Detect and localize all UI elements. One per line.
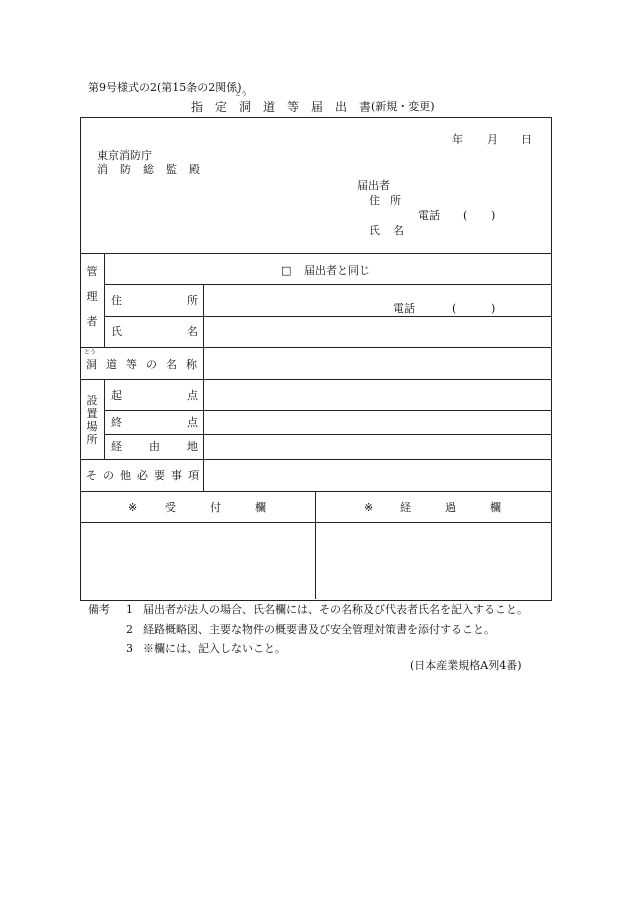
other-items-label: 事 — [171, 469, 182, 482]
title-char: 道 — [263, 100, 276, 114]
manager-address-label: 所 — [187, 294, 198, 307]
progress-header: 欄 — [490, 501, 501, 514]
addressee-title: 監 — [166, 163, 177, 176]
grid-line — [104, 284, 551, 285]
addressee-title: 総 — [143, 163, 154, 176]
form-number: 第9号様式の2(第15条の2関係) — [88, 81, 242, 94]
tunnel-name-label: 称 — [186, 358, 197, 371]
end-point-label: 点 — [187, 416, 198, 429]
notes-label: 備考 — [88, 603, 110, 616]
addressee-org: 東京消防庁 — [97, 149, 152, 162]
grid-line — [80, 459, 551, 460]
grid-line — [104, 410, 551, 411]
via-point-label: 経 — [111, 440, 122, 453]
tunnel-name-ruby: とう — [84, 349, 97, 356]
tunnel-name-label: の — [146, 358, 157, 371]
title-char: 洞 — [239, 100, 252, 114]
grid-line — [315, 491, 316, 599]
manager-phone-label: 電話 — [393, 302, 415, 315]
grid-line — [104, 434, 551, 435]
applicant-address-label: 所 — [390, 194, 401, 207]
applicant-phone-label: 電話 — [418, 209, 440, 222]
title-char: 定 — [215, 100, 228, 114]
grid-line — [104, 379, 105, 459]
title-ruby: とう — [235, 91, 248, 98]
note-number: 1 — [126, 603, 133, 616]
other-items-label: 必 — [137, 469, 148, 482]
progress-header: 経 — [400, 501, 411, 514]
manager-side-label: 管 理 者 — [86, 265, 98, 328]
via-point-label: 由 — [149, 440, 160, 453]
applicant-label: 届出者 — [357, 179, 390, 192]
manager-name-label: 氏 — [111, 325, 122, 338]
note-text: 経路概略図、主要な物件の概要書及び安全管理対策書を添付すること。 — [143, 623, 495, 636]
reception-header: ※ — [128, 501, 138, 514]
progress-header: ※ — [364, 501, 374, 514]
other-items-label: の — [103, 469, 114, 482]
applicant-paren-close: ) — [491, 209, 496, 222]
grid-line — [104, 253, 105, 347]
tunnel-name-label: 道 — [106, 358, 117, 371]
grid-line — [203, 347, 204, 491]
date-day: 日 — [521, 133, 532, 146]
grid-line — [80, 379, 551, 380]
applicant-paren-open: ( — [463, 209, 468, 222]
tunnel-name-label: 名 — [166, 358, 177, 371]
addressee-title: 消 — [97, 163, 108, 176]
same-as-applicant-checkbox[interactable]: □ — [281, 264, 292, 277]
via-point-label: 地 — [187, 440, 198, 453]
title-char: 指 — [191, 100, 204, 114]
grid-line — [80, 347, 551, 348]
title-char: 等 — [287, 100, 300, 114]
reception-header: 受 — [165, 501, 176, 514]
other-items-label: 他 — [120, 469, 131, 482]
paper-size-note: (日本産業規格A列4番) — [410, 659, 522, 672]
applicant-address-label: 住 — [369, 194, 380, 207]
other-items-label: 項 — [188, 469, 199, 482]
end-point-label: 終 — [111, 416, 122, 429]
date-year: 年 — [452, 133, 463, 146]
note-number: 2 — [126, 623, 133, 636]
progress-header: 過 — [445, 501, 456, 514]
grid-line — [203, 284, 204, 347]
same-as-applicant-text: 届出者と同じ — [304, 264, 370, 277]
note-text: 届出者が法人の場合、氏名欄には、その名称及び代表者氏名を記入すること。 — [143, 603, 528, 616]
tunnel-name-label: 洞 — [86, 358, 97, 371]
manager-address-label: 住 — [111, 294, 122, 307]
reception-header: 付 — [210, 501, 221, 514]
applicant-name-label: 氏 — [369, 224, 380, 237]
title-char: 届 — [311, 100, 324, 114]
manager-name-label: 名 — [187, 325, 198, 338]
applicant-name-label: 名 — [393, 224, 404, 237]
title-suffix: (新規・変更) — [371, 100, 435, 113]
note-number: 3 — [126, 642, 133, 655]
note-text: ※欄には、記入しないこと。 — [143, 642, 286, 655]
start-point-label: 起 — [111, 389, 122, 402]
start-point-label: 点 — [187, 389, 198, 402]
manager-paren-close: ) — [491, 302, 496, 315]
addressee-title: 殿 — [189, 163, 200, 176]
reception-header: 欄 — [255, 501, 266, 514]
title-char: 出 — [335, 100, 348, 114]
grid-line — [80, 253, 551, 254]
other-items-label: 要 — [154, 469, 165, 482]
other-items-label: そ — [86, 469, 97, 482]
grid-line — [104, 316, 551, 317]
location-side-label: 設 置 場 所 — [86, 394, 98, 446]
manager-paren-open: ( — [452, 302, 457, 315]
date-month: 月 — [487, 133, 498, 146]
tunnel-name-label: 等 — [126, 358, 137, 371]
title-char: 書 — [359, 100, 372, 114]
addressee-title: 防 — [120, 163, 131, 176]
